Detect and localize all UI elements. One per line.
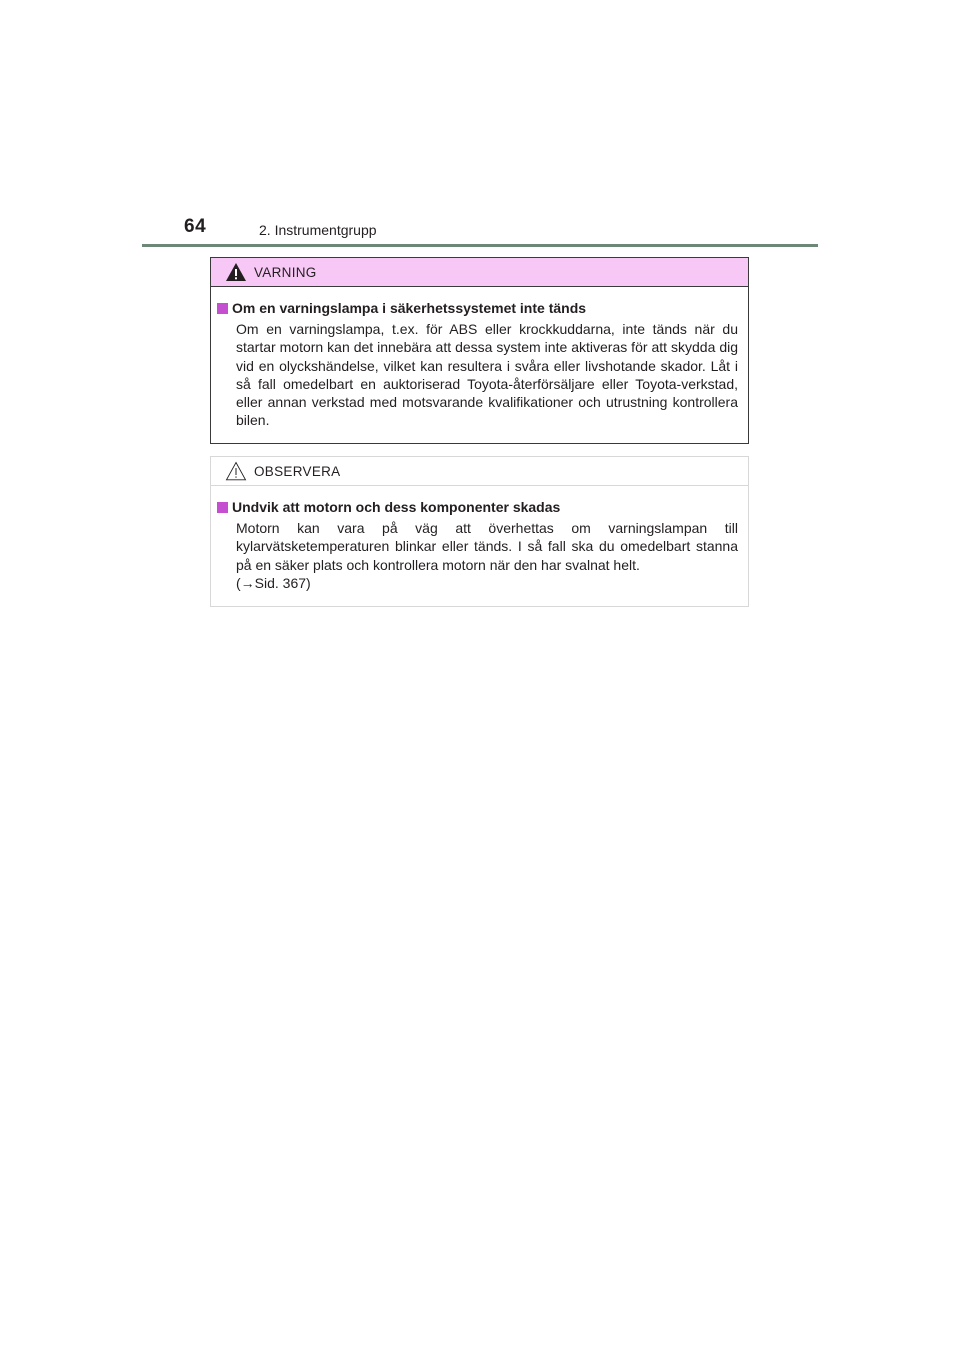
notice-title-text: Undvik att motorn och dess komponenter skadas xyxy=(232,499,561,515)
notice-page-reference[interactable]: (→Sid. 367) xyxy=(236,574,311,591)
warning-header xyxy=(211,258,748,287)
notice-item-text: Motorn kan vara på väg att överhettas om varningslampan till kylarvätsketemperaturen blinkar eller tänds. I så fall ska du omedelbart stanna på en säker plats och kontrollera motorn när den har svalnat helt. xyxy=(236,520,738,573)
warning-title-text: Om en varningslampa i säkerhetssystemet inte tänds xyxy=(232,300,587,316)
warning-body xyxy=(211,287,748,430)
page-header xyxy=(184,214,818,244)
square-bullet-icon xyxy=(217,502,228,513)
warning-item-title xyxy=(217,299,738,318)
square-bullet-icon xyxy=(217,303,228,314)
page-number: 64 xyxy=(184,216,207,237)
notice-item-title xyxy=(217,498,738,517)
warning-item-text: Om en varningslampa, t.ex. för ABS eller krockkuddarna, inte tänds när du startar motorn kan det innebära att dessa system inte aktiveras för att skydda dig vid en olyckshändelse, vilket kan resultera i svåra eller livshotande skador. Låt i så fall omedelbart en auktoriserad Toyota-återförsäljare eller Toyota-verkstad, eller annan verkstad med motsvarande kvalifikationer och utrustning kontrollera bilen. xyxy=(236,321,738,429)
section-title: 2. Instrumentgrupp xyxy=(259,222,377,238)
notice-box xyxy=(210,456,749,607)
caution-triangle-outline-icon xyxy=(225,461,247,481)
header-divider xyxy=(142,244,818,247)
warning-triangle-filled-icon xyxy=(225,262,247,282)
notice-label: OBSERVERA xyxy=(254,464,341,479)
notice-body xyxy=(211,486,748,592)
warning-box xyxy=(210,257,749,444)
notice-header xyxy=(211,457,748,486)
warning-label: VARNING xyxy=(254,265,317,280)
